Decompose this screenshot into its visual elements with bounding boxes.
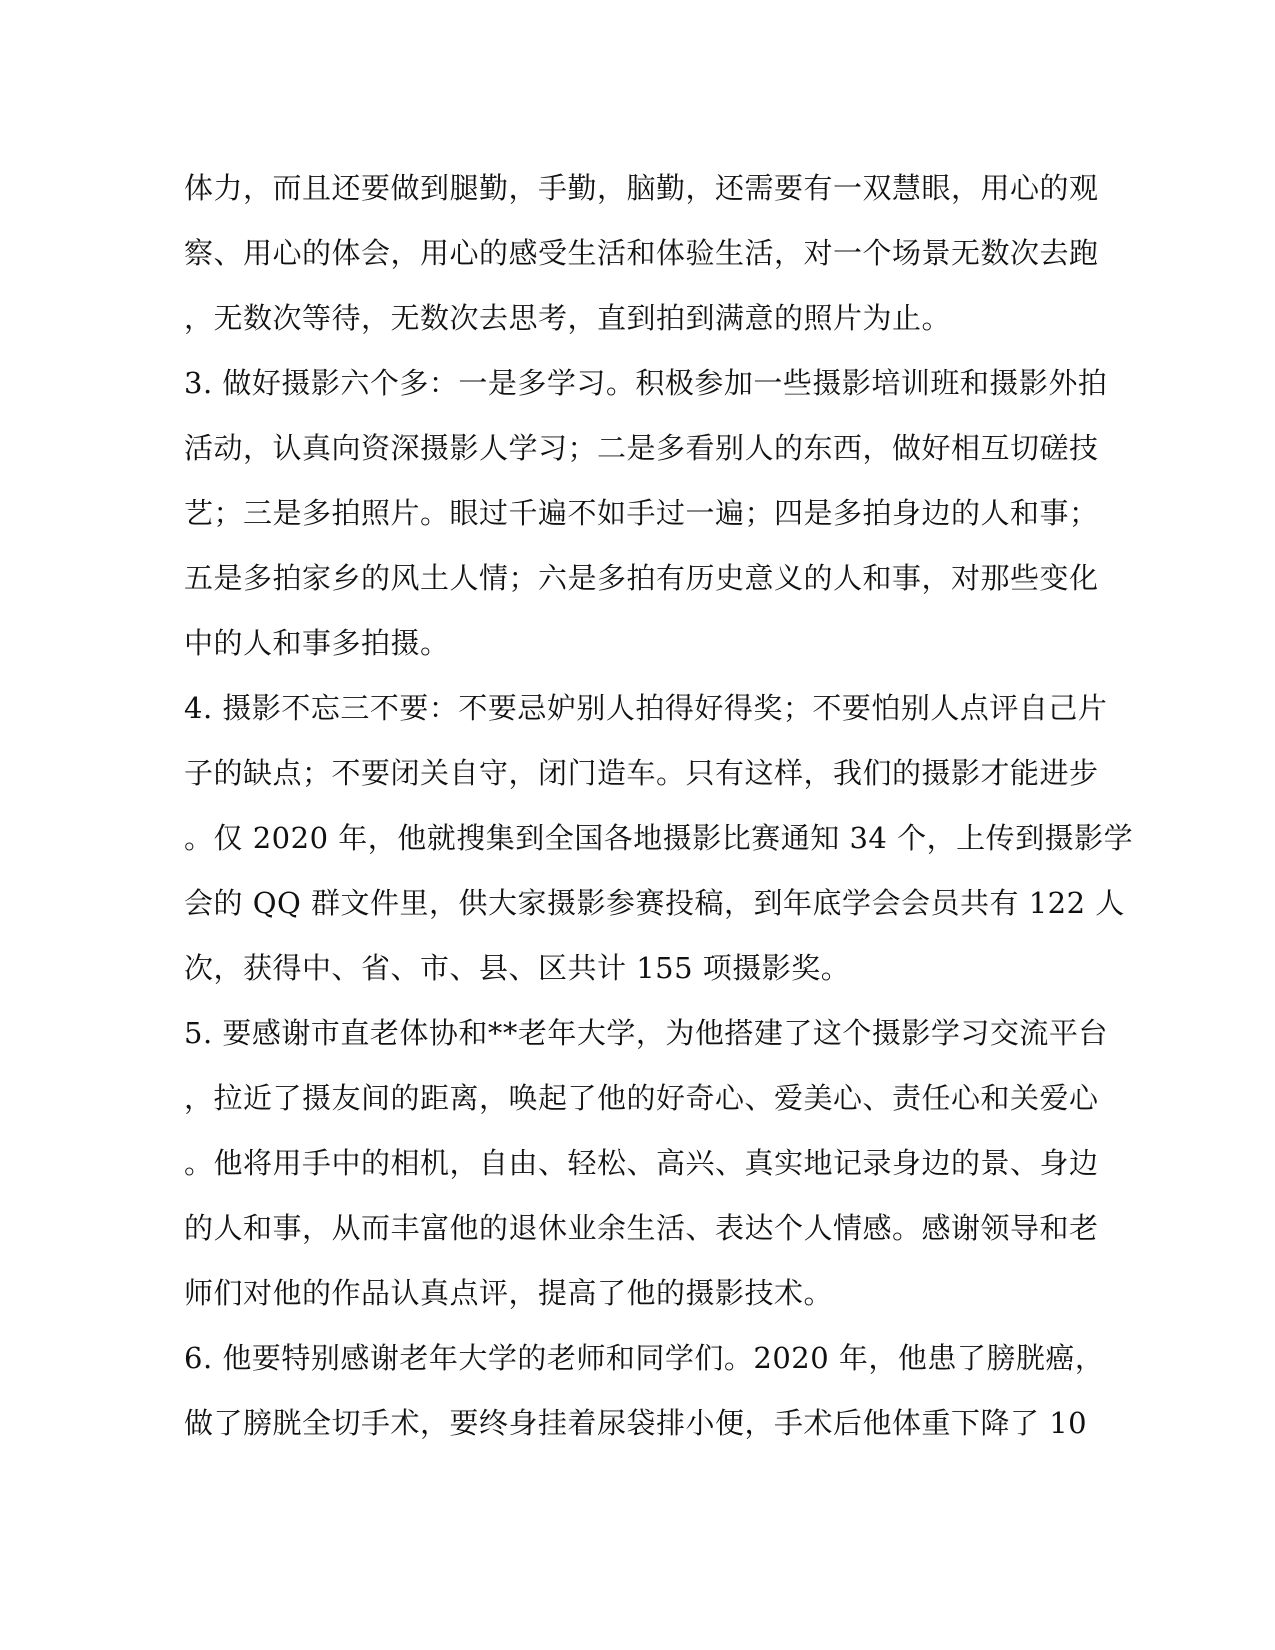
text-line: 体力，而且还要做到腿勤，手勤，脑勤，还需要有一双慧眼，用心的观: [184, 171, 1099, 205]
text-line: 3. 做好摄影六个多：一是多学习。积极参加一些摄影培训班和摄影外拍: [184, 366, 1108, 400]
text-line: 师们对他的作品认真点评，提高了他的摄影技术。: [184, 1276, 834, 1310]
text-line: 的人和事，从而丰富他的退休业余生活、表达个人情感。感谢领导和老: [184, 1211, 1099, 1245]
text-line: 6. 他要特别感谢老年大学的老师和同学们。2020 年，他患了膀胱癌，: [184, 1341, 1105, 1375]
text-line: 会的 QQ 群文件里，供大家摄影参赛投稿，到年底学会会员共有 122 人: [184, 886, 1125, 920]
text-line: 察、用心的体会，用心的感受生活和体验生活，对一个场景无数次去跑: [184, 236, 1099, 270]
text-line: 做了膀胱全切手术，要终身挂着尿袋排小便，手术后他体重下降了 10: [184, 1406, 1088, 1440]
text-line: 活动，认真向资深摄影人学习；二是多看别人的东西，做好相互切磋技: [184, 431, 1099, 465]
text-line: 4. 摄影不忘三不要：不要忌妒别人拍得好得奖；不要怕别人点评自己片: [184, 691, 1108, 725]
text-line: ，无数次等待，无数次去思考，直到拍到满意的照片为止。: [184, 301, 952, 335]
text-line: 5. 要感谢市直老体协和**老年大学，为他搭建了这个摄影学习交流平台: [184, 1016, 1108, 1050]
text-line: 。仅 2020 年，他就搜集到全国各地摄影比赛通知 34 个，上传到摄影学: [184, 821, 1134, 855]
text-line: 次，获得中、省、市、县、区共计 155 项摄影奖。: [184, 951, 851, 985]
text-line: 。他将用手中的相机，自由、轻松、高兴、真实地记录身边的景、身边: [184, 1146, 1099, 1180]
text-line: ，拉近了摄友间的距离，唤起了他的好奇心、爱美心、责任心和关爱心: [184, 1081, 1099, 1115]
body-text: [184, 156, 1134, 1456]
text-line: 艺；三是多拍照片。眼过千遍不如手过一遍；四是多拍身边的人和事；: [184, 496, 1099, 530]
text-line: 五是多拍家乡的风土人情；六是多拍有历史意义的人和事，对那些变化: [184, 561, 1099, 595]
text-line: 子的缺点；不要闭关自守，闭门造车。只有这样，我们的摄影才能进步: [184, 756, 1099, 790]
text-line: 中的人和事多拍摄。: [184, 626, 450, 660]
